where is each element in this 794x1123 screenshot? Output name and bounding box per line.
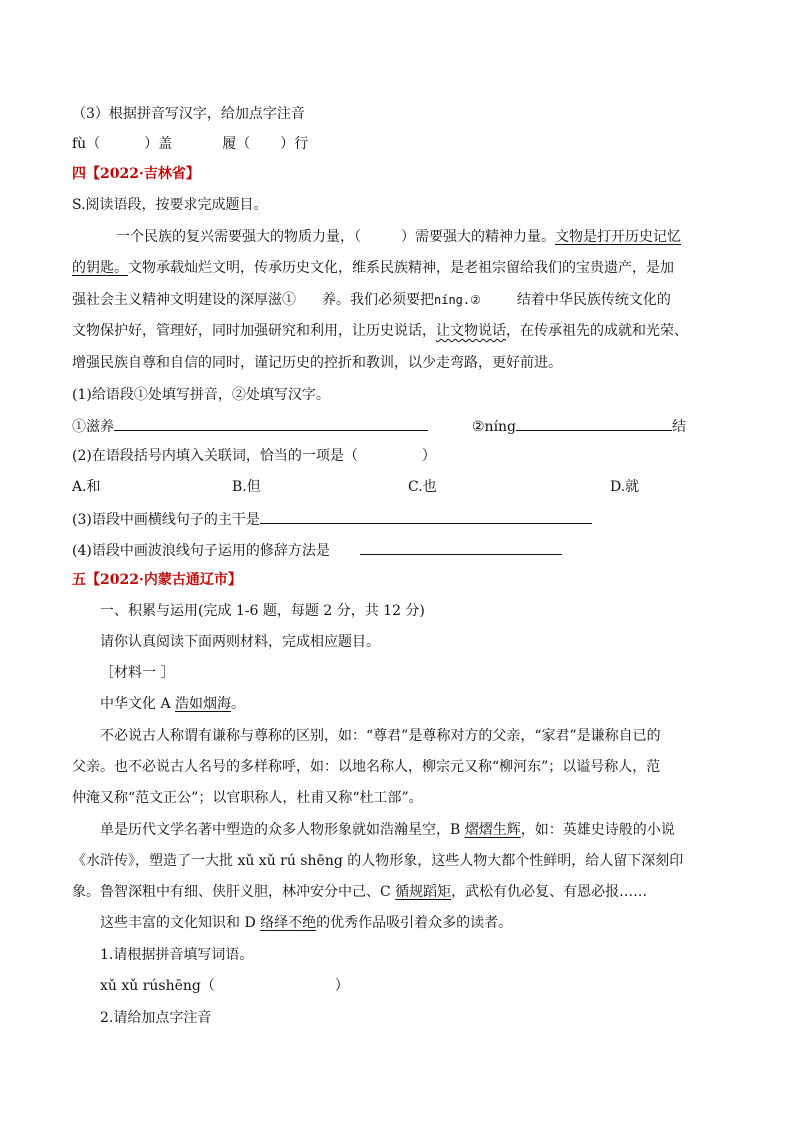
option-c[interactable]: C.也	[408, 479, 437, 495]
answer-label-1: ①滋养	[72, 419, 114, 435]
pinyin-fill-line	[72, 134, 308, 154]
idiom-d: 络绎不绝	[260, 915, 317, 931]
ning-pinyin: níng.②	[434, 293, 481, 307]
question-1: (1)给语段①处填写拼音，②处填写汉字。	[72, 387, 330, 403]
passage-text: 。	[231, 696, 246, 712]
passage-text: 这些丰富的文化知识和 D	[100, 915, 261, 931]
passage-text: 养。我们必须要把	[322, 292, 434, 308]
underlined-sentence: 文物是打开历史记忆	[555, 229, 681, 245]
wavy-underlined-sentence: 让文物说话	[436, 323, 506, 339]
passage-text: 结着中华民族传统文化的	[516, 292, 671, 308]
passage-text: 文物承载灿烂文明，传承历史文化，维系民族精神，是老祖宗留给我们的宝贵遗产，是加	[128, 260, 674, 276]
passage-line-1	[116, 227, 681, 247]
passage-line-2	[72, 258, 674, 278]
material-line-1	[100, 694, 245, 714]
idiom-b: 熠熠生辉	[464, 822, 521, 838]
material-line-4: 仲淹又称“范文正公”；以官职称人，杜甫又称“杜工部”。	[72, 790, 423, 806]
question-2-close: ）	[421, 448, 436, 464]
passage-text: 单是历代文学名著中塑造的众多人物形象就如浩瀚星空，B	[100, 822, 465, 838]
material-line-8	[100, 913, 512, 933]
reading-intro: S.阅读语段，按要求完成题目。	[72, 197, 268, 213]
material-line-7	[72, 882, 647, 902]
sub-question-1-answer	[100, 976, 349, 996]
material-line-6: 《水浒传》，塑造了一大批 xǔ xǔ rú shēng 的人物形象，这些人物大都个性鲜明，给人留下深刻印	[72, 853, 684, 869]
part-title: 一、积累与运用(完成 1-6 题，每题 2 分，共 12 分)	[100, 603, 425, 619]
question-3-text: (3)语段中画横线句子的主干是	[72, 512, 260, 528]
answer-blank-2[interactable]	[516, 415, 672, 431]
option-b[interactable]: B.但	[232, 479, 261, 495]
passage-text: 强社会主义精神文明建设的深厚滋①	[72, 292, 296, 308]
answer-label-2-end: 结	[672, 419, 687, 435]
passage-text: 的优秀作品吸引着众多的读者。	[316, 915, 513, 931]
passage-text: 一个民族的复兴需要强大的物质力量，（	[116, 229, 361, 245]
question-4	[72, 539, 562, 561]
answer-blank-1[interactable]	[114, 415, 428, 431]
question-3	[72, 508, 592, 530]
underlined-sentence-end: 的钥匙。	[72, 260, 128, 276]
fu-close: ）盖	[144, 136, 173, 152]
question-2-text: (2)在语段括号内填入关联词，恰当的一项是（	[72, 448, 358, 464]
pinyin-prompt: xǔ xǔ rúshēng（	[100, 978, 215, 994]
answer-blank-3[interactable]	[260, 508, 592, 524]
lv-char: 履（	[222, 136, 251, 152]
passage-text: ）需要强大的精神力量。	[401, 229, 555, 245]
option-a[interactable]: A.和	[72, 479, 101, 495]
instruction: 请你认真阅读下面两则材料，完成相应题目。	[100, 634, 380, 650]
passage-line-4	[72, 321, 688, 341]
material-line-5	[100, 820, 675, 840]
passage-text: ，如：英雄史诗般的小说	[520, 822, 675, 838]
passage-line-5: 增强民族自尊和自信的同时，谨记历史的控折和教训，以少走弯路，更好前进。	[72, 355, 562, 371]
question-4-text: (4)语段中画波浪线句子运用的修辞方法是	[72, 543, 330, 559]
section-header-tongliao: 五【2022·内蒙古通辽市】	[72, 572, 242, 588]
answer-label-2: ②níng	[472, 419, 517, 435]
sub-question-1: 1.请根据拼音填写词语。	[100, 947, 254, 963]
question-1-answers	[72, 415, 686, 437]
section-header-jilin: 四【2022·吉林省】	[72, 166, 200, 182]
question-3-title: （3）根据拼音写汉字，给加点字注音	[72, 106, 305, 122]
material-line-3: 父亲。也不必说古人名号的多样称呼，如：以地名称人，柳宗元又称“柳河东”；以谥号称人，范	[72, 759, 661, 775]
option-d[interactable]: D.就	[610, 479, 640, 495]
material-1-label: ［材料一 ］	[100, 665, 175, 681]
passage-text: ，武松有仇必复、有恩必报……	[451, 884, 648, 900]
lv-close: ）行	[280, 136, 309, 152]
idiom-c: 循规蹈矩	[395, 884, 452, 900]
sub-question-2: 2.请给加点字注音	[100, 1010, 212, 1026]
passage-text: 文物保护好，管理好，同时加强研究和利用，让历史说话，	[72, 323, 436, 339]
material-line-2: 不必说古人称谓有谦称与尊称的区别，如：“尊君”是尊称对方的父亲，“家君”是谦称自已的	[100, 728, 661, 744]
passage-text: 象。鲁智深粗中有细、侠肝义胆，林冲安分中己、C	[72, 884, 396, 900]
fu-pinyin: fù（	[72, 136, 101, 152]
question-2	[72, 446, 436, 466]
passage-text: ，在传承祖先的成就和光荣、	[506, 323, 688, 339]
passage-line-3	[72, 290, 671, 310]
idiom-a: 浩如烟海	[175, 696, 232, 712]
answer-blank-4[interactable]	[360, 539, 562, 555]
passage-text: 中华文化 A	[100, 696, 176, 712]
pinyin-prompt-close: ）	[334, 978, 349, 994]
